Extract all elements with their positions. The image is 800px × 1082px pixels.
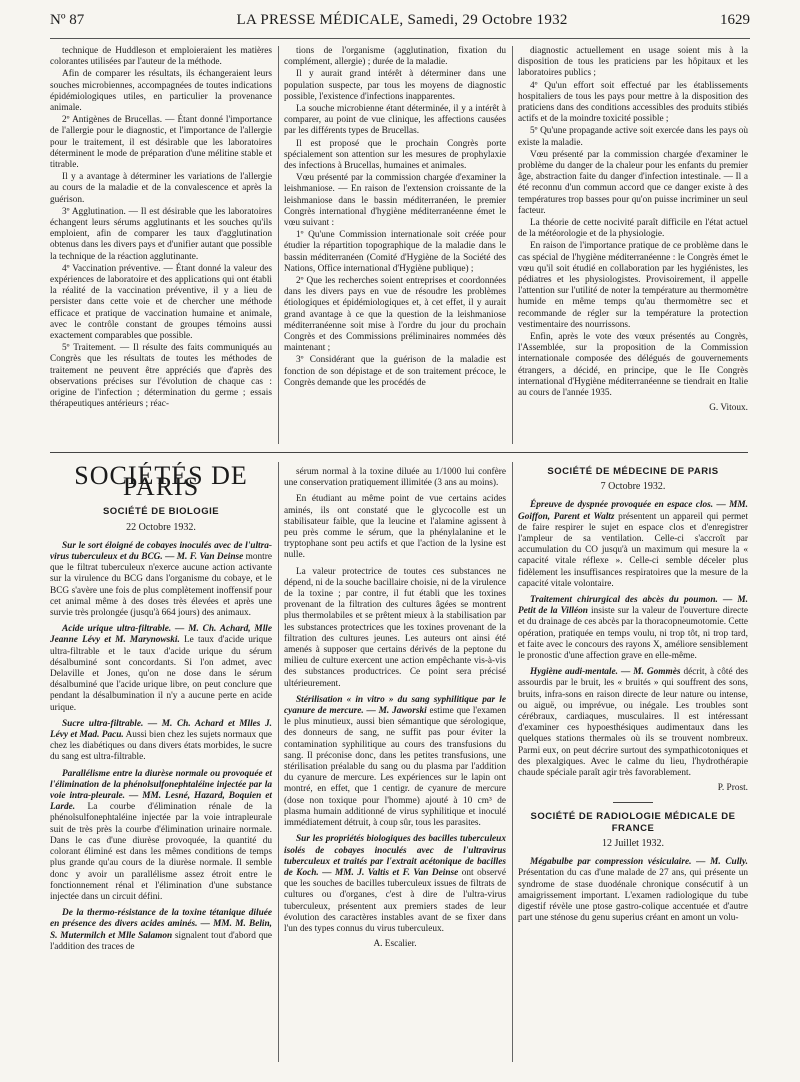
article-paragraph	[284, 567, 506, 690]
paragraph: Il y a avantage à déterminer les variations de l'allergie au cours de la maladie et de la convalescence et après la guérison.	[50, 172, 272, 205]
paragraph: Vœu présenté par la commission chargée d'examiner le problème du danger de la chaleur pour les enfants du premier âge, abstraction faite du danger d'infection intestinale. — Il a été reconnu d'un commun accord que ce danger existe à des températures trop basses pour qu'on puisse incriminer un seul facteur.	[518, 149, 748, 216]
radiologie-date: 12 Juillet 1932.	[602, 837, 664, 849]
paragraph: En raison de l'importance pratique de ce problème dans le cas spécial de l'hygiène méditerranéenne : le Congrès émet le vœu qu'il soit étudié en collaboration par les hygiénistes, les pédiatres et les physiologistes. Provisoirement, il appelle l'attention sur l'utilité de noter la température au thermomètre humide en même temps qu'au thermomètre sec et recommande de régler sur la température la protection vestimentaire des nourrissons.	[518, 241, 748, 330]
article-paragraph	[50, 908, 272, 953]
article-headline: Épreuve de dyspnée provoquée en espace clos. — MM. Goiffon, Parent et Waltz	[518, 500, 748, 522]
article-text: présentent un appareil qui permet de faire respirer le sujet en espace clos et d'enregistrer l'ampleur de sa ventilation. Celle-ci s'accroît par accumulation du CO jusqu'à un maximum qui mesure la « capacité vitale réflexe ». Celle-ci semble déceler plus fidèlement les insuffisances respiratoires que la mesure de la capacité vitale volontaire.	[518, 511, 748, 589]
article-text: Le taux d'acide urique ultra-filtrable et le taux d'acide urique du sérum désalbuminé sont concordants. Si l'on admet, avec Delaville et Jones, qu'on ne dose dans le sérum désalbuminé que l'acide urique libre, on peut conclure que pendant la désalbumination il n'y a aucune perte en acide urique.	[50, 635, 272, 713]
signature: P. Prost.	[717, 783, 748, 794]
article-text: décrit, à côté des assourdis par le bruit, les « bruités » qui souffrent des sons, bruits, infra-sons en raison directe de leur nature ou intense, ou aiguë, ou imprévue, ou inégale. Les troubles sont cérébraux, cardiaques, musculaires. Il est intéressant d'examiner ces hypoesthésiques audimentaux dans les quelques stations thermales où ils se trouvent nombreux. Parmi eux, on peut décrire surtout des sympathicotoniques et des plexalgiques. Avec le calme du lieu, l'hydrothérapie chaude spéciale paraît agir très favorablement.	[518, 667, 748, 779]
bottom-column-1	[50, 462, 272, 1072]
article-paragraph	[50, 769, 272, 903]
paragraph: Afin de comparer les résultats, ils échangeraient leurs souches microbiennes, accompagnées de toutes indications épidémiologiques utiles, en particulier la provenance animale.	[50, 69, 272, 114]
article-paragraph	[50, 541, 272, 619]
article-headline: Sur les propriétés biologiques des bacilles tuberculeux isolés de cobayes inoculés avec de l'ultravirus tuberculeux et traités par l'extrait acétonique de bacilles de Koch. — MM. J. Valtis et F. Van Deinse	[284, 834, 506, 878]
article-paragraph	[50, 719, 272, 764]
biologie-date: 22 Octobre 1932.	[126, 521, 196, 533]
medecine-date: 7 Octobre 1932.	[600, 481, 666, 493]
column-divider	[278, 462, 279, 1062]
paragraph: 4º Vaccination préventive. — Étant donné la valeur des expériences de laboratoire et des applications qui ont établi la réalité de la vaccination préventive, il y a lieu de persister dans cette voie et de chercher une méthode efficace et pratique de vaccination humaine et animale, avec le contrôle constant de groupes témoins aussi exactement comparables que possible.	[50, 263, 272, 342]
article-headline: Traitement chirurgical des abcès du poumon. — M. Petit de la Villéon	[518, 595, 748, 617]
bottom-column-3	[518, 462, 748, 1072]
page-header	[50, 12, 750, 39]
article-headline: Hygiène audi-mentale. — M. Gommès	[530, 667, 681, 678]
top-column-1	[50, 46, 272, 444]
article-text: La courbe d'élimination rénale de la phénolsulfonephtaléine injectée par la voie intrapleurale suit de très près la courbe d'élimination urinaire normale. Dans le cas d'une diurèse provoquée, la quantité du colorant éliminé est dans les mêmes conditions de temps plus grande qu'au cours de la diurèse normale. Il semble donc y avoir un parallélisme assez étroit entre le fonctionnement rénal et l'élimination d'une substance injectée dans un circuit défini.	[50, 802, 272, 902]
article-text: sérum normal à la toxine diluée au 1/1000 lui confère une conservation pratiquement illimitée (3 ans au moins).	[284, 467, 506, 489]
article-text: estime que l'examen le plus minutieux, aussi bien sémantique que sérologique, des donneurs de sang, ne suffit pas pour éviter la contamination syphilitique au cours des transfusions du sang. Il préconise donc, dans les petites transfusions, une stérilisation préalable du sang ou du plasma par l'addition du cyanure de mercure. Les expériences sur le lapin ont montré, en effet, que 1 centigr. de cyanure de mercure (dose non toxique pour l'homme) ajouté à 10 cm³ de plasma humain additionné de virus syphilitique et inoculé immédiatement détruit, à coup sûr, tous les parasites.	[284, 706, 506, 829]
column-divider	[278, 46, 279, 444]
paragraph: La théorie de cette nocivité paraît difficile en l'état actuel de la météorologie et de la physiologie.	[518, 218, 748, 240]
signature: G. Vitoux.	[709, 403, 748, 414]
article-text: Présentation du cas d'une malade de 27 ans, qui présente un syndrome de stase duodénale chronique consécutif à un amaigrissement important. L'examen radiologique du tube digestif révèle une ptose gastro-colique accentuée et d'autre part une sténose du genu superius créant en amont un volu-	[518, 868, 748, 924]
paragraph: Il y aurait grand intérêt à déterminer dans une population suspecte, par tous les moyens de diagnostic possible, l'existence d'infections inapparentes.	[284, 69, 506, 102]
societes-de-paris-title: SOCIÉTÉS DE PARIS	[74, 462, 248, 502]
article-paragraph	[284, 467, 506, 489]
societe-medecine-title: SOCIÉTÉ DE MÉDECINE DE PARIS	[547, 466, 719, 477]
article-headline: Mégabulbe par compression vésiculaire. — M. Cully.	[530, 857, 748, 868]
bottom-column-2	[284, 462, 506, 1072]
signature: A. Escalier.	[373, 939, 417, 950]
paragraph: 3º Considérant que la guérison de la maladie est fonction de son dépistage et de son traitement précoce, le Congrès demande que les procédés de	[284, 355, 506, 388]
paragraph: technique de Huddleson et emploieraient les matières colorantes utilisées par l'auteur de la méthode.	[50, 46, 272, 68]
section-divider	[50, 452, 748, 453]
article-text: insiste sur la valeur de l'ouverture directe et du drainage de ces abcès par la thoracopneumotomie. Cette opération, pratiquée en temps voulu, ni trop tôt, ni trop tard, et faite avec le concours des rayons X, améliore sensiblement le pronostic d'une affection grave en elle-même.	[518, 606, 748, 662]
article-headline: Sur le sort éloigné de cobayes inoculés avec de l'ultra-virus tuberculeux et du BCG. — M. F. Van Deinse	[50, 540, 272, 563]
article-headline: Sucre ultra-filtrable. — M. Ch. Achard et Mlles J. Lévy et Mad. Pacu.	[50, 718, 272, 741]
article-text: Aussi bien chez les sujets normaux que chez les diabétiques ou dans divers états morbides, le sucre du sang est ultra-filtrable.	[50, 730, 272, 763]
paragraph: 2º Que les recherches soient entreprises et coordonnées dans les divers pays en vue de résoudre les problèmes étiologiques et épidémiologiques et, à cet effet, il y aurait grand avantage à ce que la question de la leishmaniose méditerranéenne soit mise à l'ordre du jour du prochain Congrès et des Commissions préliminaires nommées dès maintenant ;	[284, 276, 506, 354]
article-headline: Stérilisation « in vitro » du sang syphilitique par le cyanure de mercure. — M. Jaworski	[284, 694, 506, 717]
societe-radiologie-title: SOCIÉTÉ DE RADIOLOGIE MÉDICALE DE FRANCE	[530, 811, 736, 834]
issue-number: Nº 87	[50, 12, 85, 28]
article-text: signalent tout d'abord que l'addition des traces de	[50, 930, 272, 952]
societe-biologie-title: SOCIÉTÉ DE BIOLOGIE	[102, 506, 220, 518]
article-paragraph	[518, 857, 748, 924]
paragraph: 5º Traitement. — Il résulte des faits communiqués au Congrès que les résultats de toutes les méthodes de traitement ne peuvent être appréciés que d'après des observations précises sur l'évolution de chaque cas : origine de l'infection ; détermination du germe ; essais thérapeutiques antérieurs ; réac-	[50, 343, 272, 410]
paragraph: 2º Antigènes de Brucellas. — Étant donné l'importance de l'allergie pour le diagnostic, et l'importance de l'allergie pour le traitement, il est désirable que les laboratoires déterminent le mode de préparation d'une mélitine stable et titrable.	[50, 115, 272, 171]
article-paragraph	[50, 624, 272, 714]
article-paragraph	[518, 667, 748, 779]
column-divider	[512, 46, 513, 444]
article-text: La valeur protectrice de toutes ces substances ne dépend, ni de la souche bacillaire choisie, ni de la virulence de la toxine ; par contre, il fut établi que les toxines provenant de la filtration des cultures âgées se montrent plus thermolabiles et se prêtent mieux à la stabilisation par les substances protectrices que les toxines provenant de la filtration des cultures jeunes. Les auteurs ont ainsi été amenés à supposer que certains dérivés de la peptone du milieu de culture exercent une action empêchante vis-à-vis des substances productrices. Ce point sera précisé ultérieurement.	[284, 566, 506, 689]
article-paragraph	[518, 500, 748, 590]
paragraph: Vœu présenté par la commission chargée d'examiner la leishmaniose. — En raison de l'extension croissante de la leishmaniose dans le bassin méditerranéen, le premier Congrès international d'hygiène méditerranéenne émet le vœu suivant :	[284, 173, 506, 229]
article-headline: Acide urique ultra-filtrable. — M. Ch. Achard, Mlle Jeanne Lévy et M. Marynowski.	[50, 624, 272, 646]
paragraph: diagnostic actuellement en usage soient mis à la disposition de tous les praticiens par les hôpitaux et les laboratoires publics ;	[518, 46, 748, 79]
paragraph: 4º Qu'un effort soit effectué par les établissements hospitaliers de tous les pays pour mettre à la disposition des praticiens dans des conditions accessibles des produits stibiés actifs et de la moindre toxicité possible ;	[518, 80, 748, 125]
article-paragraph	[284, 834, 506, 935]
publication-title: LA PRESSE MÉDICALE, Samedi, 29 Octobre 1932	[236, 12, 568, 28]
paragraph: 5º Qu'une propagande active soit exercée dans les pays où existe la maladie.	[518, 126, 748, 148]
paragraph: 1º Qu'une Commission internationale soit créée pour étudier la répartition topographique de la maladie dans le bassin méditerranéen (Comité d'Hygiène de la Société des Nations, Office international d'Hygiène publique) ;	[284, 230, 506, 274]
column-divider	[512, 462, 513, 1062]
article-headline: Parallélisme entre la diurèse normale ou provoquée et l'élimination de la phénolsulfonephtaléine injectée par la voie intra-pleurale. — MM. Lesné, Hazard, Boquien et Larde.	[50, 768, 272, 813]
top-column-3	[518, 46, 748, 444]
article-paragraph	[284, 494, 506, 561]
paragraph: tions de l'organisme (agglutination, fixation du complément, allergie) ; durée de la maladie.	[284, 46, 506, 68]
page-number: 1629	[719, 12, 750, 28]
article-text: montre que le filtrat tuberculeux n'exerce aucune action activante sur la virulence du BCG dans l'organisme du cobaye, et le BCG s'avère une fois de plus complètement inoffensif pour cet animal même à des doses très élevées et après une survie très prolongée (jusqu'à 664 jours) des animaux.	[50, 552, 272, 619]
article-paragraph	[518, 595, 748, 662]
article-headline: De la thermo-résistance de la toxine tétanique diluée en présence des divers acides aminés. — MM. M. Belin, S. Mutermilch et Mlle Salamon	[50, 908, 272, 941]
article-text: ont observé que les souches de bacilles tuberculeux issues de filtrats de cultures ou d'organes, c'est à dire de l'ultra-virus tuberculeux, présentent aux premiers stades de leur évolution des caractères instables avant de se fixer dans l'un des types connus du virus tuberculeux.	[284, 867, 506, 934]
article-paragraph	[284, 695, 506, 829]
paragraph: 3º Agglutination. — Il est désirable que les laboratoires échangent leurs sérums agglutinants et les souches qu'ils emploient, afin de comparer les taux d'agglutination obtenus dans les divers pays et d'unifier autant que possible la technique de la réaction agglutinante.	[50, 206, 272, 262]
top-column-2	[284, 46, 506, 444]
paragraph: La souche microbienne étant déterminée, il y a intérêt à comparer, au point de vue clinique, les affections causées par les différents types de Brucellas.	[284, 104, 506, 137]
short-divider	[613, 802, 653, 803]
paragraph: Enfin, après le vote des vœux présentés au Congrès, l'Assemblée, sur la proposition de la Commission internationale composée des délégués de gouvernements étrangers, a décidé, en principe, que le IIe Congrès international d'Hygiène méditerranéenne se tiendrait en Italie au cours de l'année 1935.	[518, 332, 748, 399]
article-text: En étudiant au même point de vue certains acides aminés, ils ont constaté que le glycocolle est un stabilisateur faible, que la leucine et l'alamine agissent à peu près comme le sérum, que la phénylalanine et le tryptophane sont peu actifs et que l'action de la lysine est nulle.	[284, 494, 506, 561]
paragraph: Il est proposé que le prochain Congrès porte spécialement son attention sur les mesures de prophylaxie des infections à Brucellas, humaines et animales.	[284, 138, 506, 172]
